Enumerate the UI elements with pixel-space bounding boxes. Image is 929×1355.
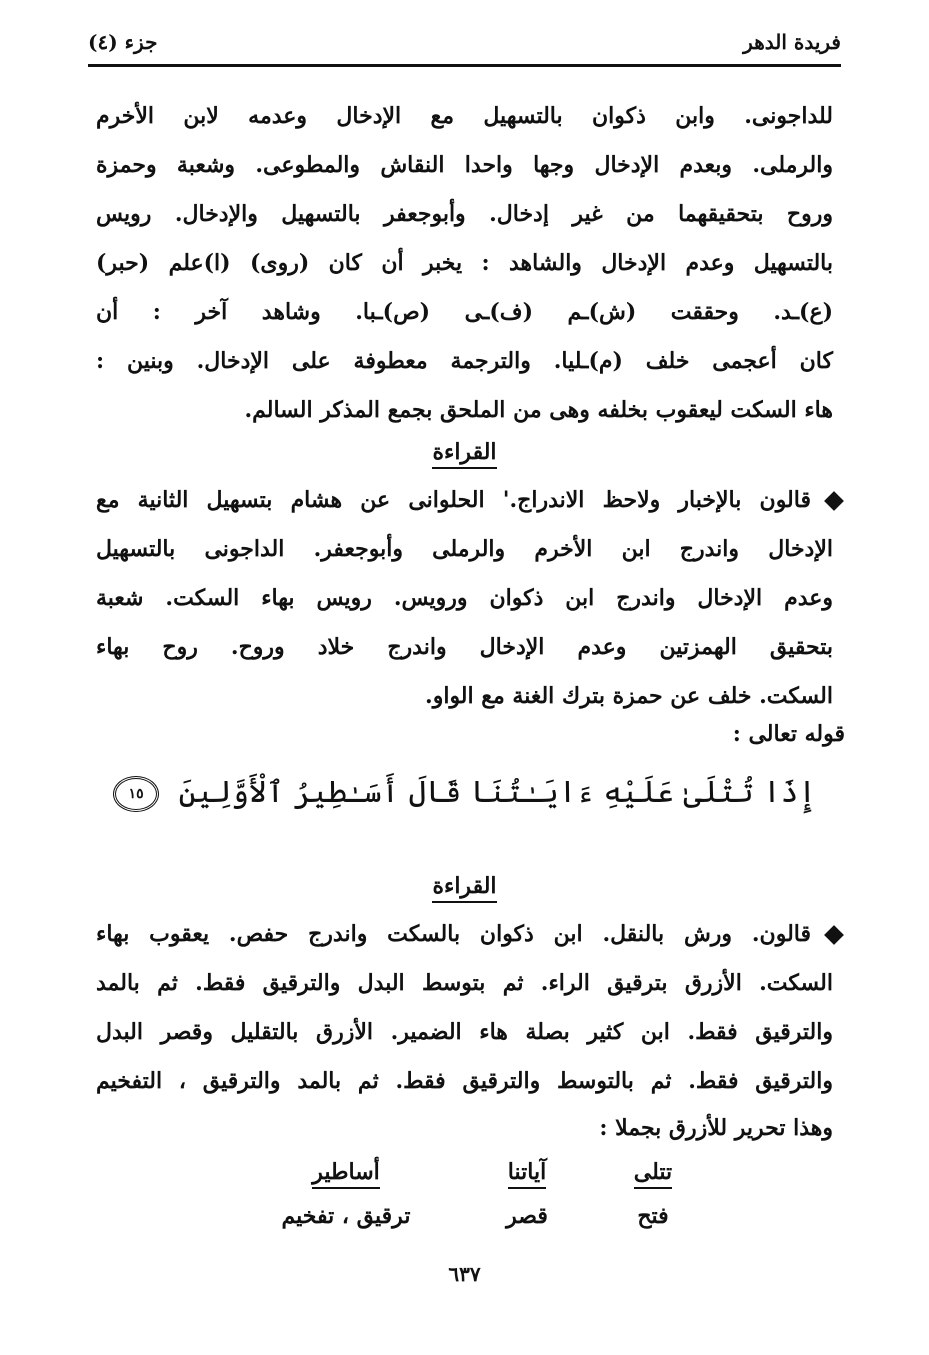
page-number: ٦٣٧	[448, 1262, 481, 1286]
text-line: قالون بالإخبار ولاحظ الاندراج.' الحلوانى عن هشام بتسهيل الثانية مع	[96, 487, 811, 513]
text-line: وروح بتحقيقهما من غير إدخال. وأبوجعفر بالتسهيل والإدخال. رويس	[96, 201, 833, 227]
quran-verse	[0, 768, 929, 818]
text-line: للداجونى. وابن ذكوان بالتسهيل مع الإدخال وعدمه لابن الأخرم	[96, 103, 833, 129]
table-cell: فتح	[637, 1203, 669, 1229]
bullet-line	[96, 480, 841, 520]
diamond-bullet-icon	[824, 491, 844, 511]
diamond-bullet-icon	[824, 925, 844, 945]
ayah-number-marker: ١٥	[113, 776, 159, 812]
text-line: بالتسهيل وعدم الإدخال والشاهد : يخبر أن كان (روى) (ا)علم (حبر)	[96, 250, 833, 276]
book-title: فريدة الدهر	[743, 30, 841, 54]
header-rule	[88, 64, 841, 67]
running-header	[88, 22, 841, 62]
text-line: الإدخال واندرج ابن الأخرم والرملى وأبوجعفر. الداجونى بالتسهيل	[96, 536, 833, 562]
section-heading: القراءة	[0, 432, 929, 472]
section-heading: القراءة	[0, 866, 929, 906]
table-cell: ترقيق ، تفخيم	[281, 1203, 411, 1229]
text-line: وهذا تحرير للأزرق بجملا :	[599, 1115, 833, 1141]
text-line: والترقيق فقط. ابن كثير بصلة هاء الضمير. الأزرق بالتقليل وقصر البدل	[96, 1019, 833, 1045]
part-label: جزء (٤)	[88, 30, 158, 54]
text-line: وعدم الإدخال واندرج ابن ذكوان ورويس. رويس بهاء السكت. شعبة	[96, 585, 833, 611]
table-header-cell: آياتنا	[457, 1152, 597, 1192]
text-line: والرملى. وبعدم الإدخال وجها واحدا النقاش والمطوعى. وشعبة وحمزة	[96, 152, 833, 178]
verse-intro: قوله تعالى :	[732, 721, 845, 747]
text-line: قالون. ورش بالنقل. ابن ذكوان بالسكت واندرج حفص. يعقوب بهاء	[96, 921, 811, 947]
table-cell: قصر	[506, 1203, 548, 1229]
text-line: بتحقيق الهمزتين وعدم الإدخال واندرج خلاد وروح. روح بهاء	[96, 634, 833, 660]
table-header-cell: أساطير	[276, 1152, 416, 1192]
verse-text: إِذَا تُتْلَىٰ عَلَيْهِ ءَايَـٰتُنَا قَالَ أَسَـٰطِيرُ ٱلْأَوَّلِينَ	[178, 775, 816, 810]
text-line: كان أعجمى خلف (م)ـليا. والترجمة معطوفة على الإدخال. وبنين :	[96, 348, 833, 374]
text-line: السكت. الأزرق بترقيق الراء. ثم بتوسط البدل والترقيق فقط. ثم بالمد	[96, 970, 833, 996]
text-line: السكت. خلف عن حمزة بترك الغنة مع الواو.	[425, 683, 833, 709]
text-line: والترقيق فقط. ثم بالتوسط والترقيق فقط. ثم بالمد والترقيق ، التفخيم	[96, 1068, 833, 1094]
bullet-line	[96, 914, 841, 954]
text-line: هاء السكت ليعقوب بخلفه وهى من الملحق بجمع المذكر السالم.	[244, 397, 833, 423]
text-line: (ع)ـد. وحققت (ش)ـم (ف)ـى (ص)ـبا. وشاهد آخر : أن	[96, 299, 833, 325]
table-header-cell: تتلى	[583, 1152, 723, 1192]
